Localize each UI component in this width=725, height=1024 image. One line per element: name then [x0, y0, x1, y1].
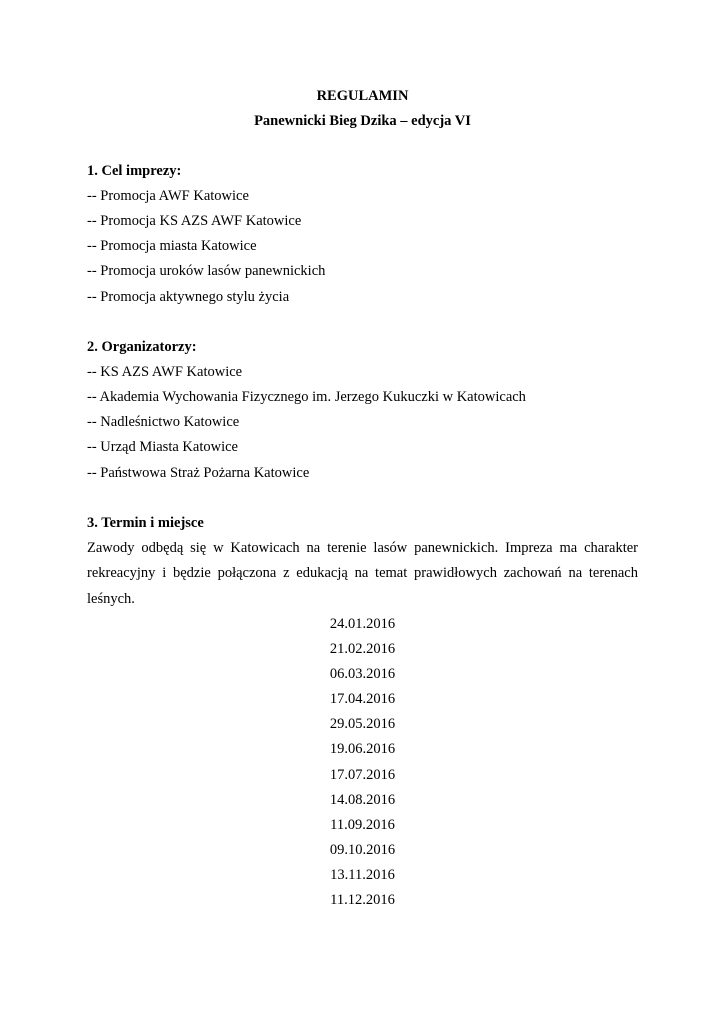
section3-paragraph-line: rekreacyjny i będzie połączona z edukacją na temat prawidłowych zachowań na terenach	[87, 565, 638, 581]
section2-item: -- Akademia Wychowania Fizycznego im. Jerzego Kukuczki w Katowicach	[87, 389, 526, 405]
section3-paragraph-line: leśnych.	[87, 591, 135, 607]
section2-item: -- Państwowa Straż Pożarna Katowice	[87, 465, 310, 481]
event-date: 11.09.2016	[330, 817, 395, 833]
section1-item: -- Promocja AWF Katowice	[87, 188, 249, 204]
event-date: 17.04.2016	[329, 691, 396, 707]
document-title: REGULAMIN	[316, 88, 409, 104]
event-date: 24.01.2016	[329, 616, 396, 632]
event-date: 17.07.2016	[329, 767, 396, 783]
event-date: 21.02.2016	[329, 641, 396, 657]
section3-paragraph-line: Zawody odbędą się w Katowicach na terenie lasów panewnickich. Impreza ma charakter	[87, 540, 638, 556]
section2-heading: 2. Organizatorzy:	[87, 339, 197, 355]
section1-item: -- Promocja aktywnego stylu życia	[87, 289, 290, 305]
event-date: 19.06.2016	[329, 741, 396, 757]
document-subtitle: Panewnicki Bieg Dzika – edycja VI	[254, 113, 471, 129]
section3-heading: 3. Termin i miejsce	[87, 515, 204, 531]
section1-heading: 1. Cel imprezy:	[87, 163, 182, 179]
section2-item: -- Nadleśnictwo Katowice	[87, 414, 240, 430]
section1-item: -- Promocja KS AZS AWF Katowice	[87, 213, 302, 229]
event-date: 11.12.2016	[330, 892, 395, 908]
event-date: 06.03.2016	[329, 666, 396, 682]
event-date: 29.05.2016	[329, 716, 396, 732]
section2-item: -- Urząd Miasta Katowice	[87, 439, 238, 455]
section1-item: -- Promocja uroków lasów panewnickich	[87, 263, 326, 279]
event-date: 13.11.2016	[330, 867, 395, 883]
event-date: 14.08.2016	[329, 792, 396, 808]
event-date: 09.10.2016	[329, 842, 396, 858]
section2-item: -- KS AZS AWF Katowice	[87, 364, 243, 380]
section1-item: -- Promocja miasta Katowice	[87, 238, 257, 254]
